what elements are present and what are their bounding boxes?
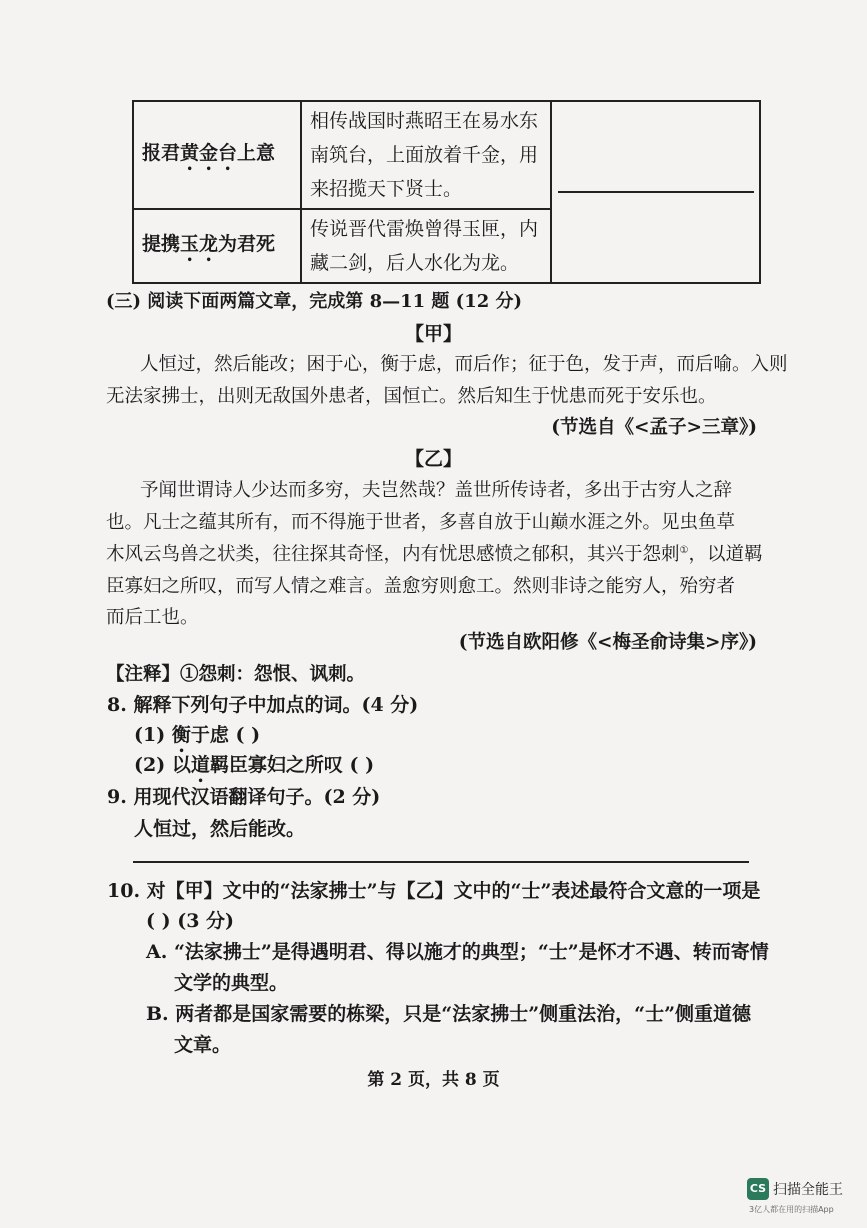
passage-yi-line: 而后工也。 xyxy=(106,607,199,628)
passage-yi-line: 予闻世谓诗人少达而多穷，夫岂然哉？盖世所传诗者，多出于古穷人之辞 xyxy=(140,480,733,501)
question-10-title: 10. 对【甲】文中的“法家拂士”与【乙】文中的“士”表述最符合文意的一项是 xyxy=(107,880,761,902)
question-10-paren: ( ) (3 分) xyxy=(146,910,235,932)
option-b: B. 两者都是国家需要的栋梁，只是“法家拂士”侧重法治，“士”侧重道德 xyxy=(146,1003,752,1025)
cs-logo-icon: CS xyxy=(747,1178,769,1200)
section-heading: (三) 阅读下面两篇文章，完成第 8—11 题 (12 分) xyxy=(106,291,523,312)
question-9-title: 9. 用现代汉语翻译句子。(2 分) xyxy=(107,786,381,808)
table-row xyxy=(133,101,760,209)
dotted-words: 黄金台 xyxy=(180,141,238,164)
option-b-cont: 文章。 xyxy=(174,1034,232,1056)
question-8-item-2: (2) 以道羁臣寡妇之所叹 ( ) xyxy=(134,754,375,776)
footnote-marker: ① xyxy=(679,544,689,556)
passage-jia-line: 无法家拂士，出则无敌国外患者，国恒亡。然后知生于忧患而死于安乐也。 xyxy=(106,386,717,407)
passage-yi-source: (节选自欧阳修《<梅圣俞诗集>序》) xyxy=(458,632,757,653)
passage-jia-label: 【甲】 xyxy=(404,323,462,345)
option-a-cont: 文学的典型。 xyxy=(174,972,289,994)
question-8-title: 8. 解释下列句子中加点的词。(4 分) xyxy=(107,694,419,716)
watermark-app-name: 扫描全能王 xyxy=(773,1182,843,1198)
passage-yi-label: 【乙】 xyxy=(404,448,462,470)
answer-cell xyxy=(551,101,760,283)
phrase-cell: 报君黄金台上意 xyxy=(133,101,301,209)
passage-jia-source: (节选自《<孟子>三章》) xyxy=(551,417,757,438)
question-8-item-1: (1) 衡于虑 ( ) xyxy=(134,724,261,746)
page-footer: 第 2 页，共 8 页 xyxy=(367,1070,500,1090)
explanation-cell: 相传战国时燕昭王在易水东南筑台，上面放着千金，用来招揽天下贤士。 xyxy=(301,101,551,209)
answer-blank-line xyxy=(558,191,754,193)
explanation-cell: 传说晋代雷焕曾得玉匣，内藏二剑，后人水化为龙。 xyxy=(301,209,551,283)
watermark-tagline: 3亿人都在用的扫描App xyxy=(749,1205,834,1214)
question-9-sentence: 人恒过，然后能改。 xyxy=(134,818,306,840)
option-a: A. “法家拂士”是得遇明君、得以施才的典型；“士”是怀才不遇、转而寄情 xyxy=(146,941,769,963)
dotted-words: 玉龙 xyxy=(180,232,219,255)
scanner-watermark xyxy=(747,1178,843,1214)
passage-yi-line: 也。凡士之蕴其所有，而不得施于世者，多喜自放于山巅水涯之外。见虫鱼草 xyxy=(106,512,736,533)
idiom-table xyxy=(132,100,761,284)
passage-yi-line: 木风云鸟兽之状类，往往探其奇怪，内有忧思感愤之郁积，其兴于怨刺①，以道羁 xyxy=(106,544,763,565)
passage-jia-line: 人恒过，然后能改；困于心，衡于虑，而后作；征于色，发于声，而后喻。入则 xyxy=(140,354,788,375)
answer-line xyxy=(133,861,749,863)
passage-yi-line: 臣寡妇之所叹，而写人情之难言。盖愈穷则愈工。然则非诗之能穷人，殆穷者 xyxy=(106,576,736,597)
phrase-cell: 提携玉龙为君死 xyxy=(133,209,301,283)
annotation-note: 【注释】①怨刺：怨恨、讽刺。 xyxy=(106,664,366,685)
